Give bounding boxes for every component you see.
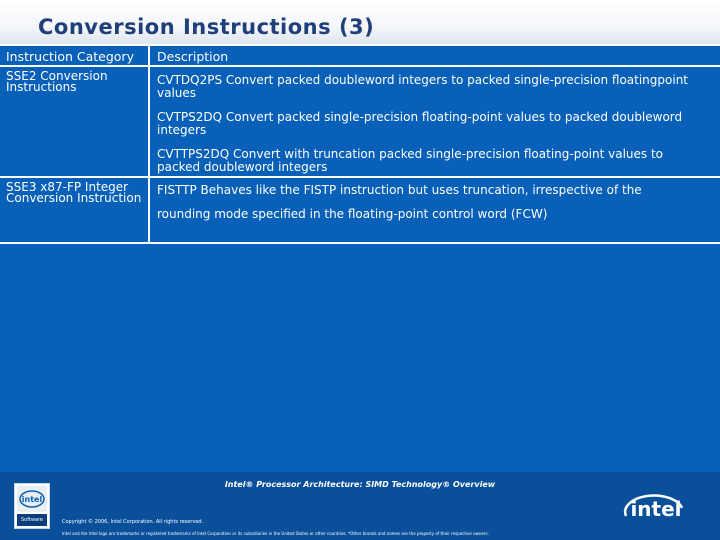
row-sse3-desc-fisttp-line2: rounding mode specified in the floating-point control word (FCW) <box>157 207 548 221</box>
footer-title: Intel® Processor Architecture: SIMD Technology® Overview <box>224 480 496 489</box>
copyright-text: Copyright © 2006, Intel Corporation. All rights reserved. <box>62 519 204 525</box>
slide-title: Conversion Instructions (3) <box>38 15 375 39</box>
badge-logo-area <box>17 486 47 512</box>
intel-software-badge-icon <box>14 483 50 529</box>
row-sse2-desc-cvtdq2ps: CVTDQ2PS Convert packed doubleword integers to packed single-precision floatingpoint values <box>157 73 688 100</box>
row-sse3-desc-fisttp-line1: FISTTP Behaves like the FISTP instruction but uses truncation, irrespective of the <box>157 183 642 197</box>
row-sse2-category: SSE2 Conversion Instructions <box>6 69 108 94</box>
badge-label: Software <box>17 514 47 526</box>
header-description: Description <box>157 49 229 64</box>
row-sse3-category: SSE3 x87-FP Integer Conversion Instruction <box>6 180 142 205</box>
column-divider <box>148 46 150 242</box>
header-instruction-category: Instruction Category <box>6 49 134 64</box>
row-separator <box>0 176 720 178</box>
legal-text: Intel and the Intel logo are trademarks or registered trademarks of Intel Corporation or its subsidiaries in the United States or other countries. *Other brands and names are the property of their respective owners. <box>62 531 489 536</box>
intel-logo-icon <box>620 486 688 532</box>
intel-mini-logo-icon <box>17 486 47 512</box>
row-sse2-desc-cvttps2dq: CVTTPS2DQ Convert with truncation packed single-precision floating-point values to packed doubleword integers <box>157 147 664 174</box>
row-sse2-desc-cvtps2dq: CVTPS2DQ Convert packed single-precision floating-point values to packed doubleword integers <box>157 110 683 137</box>
header-separator <box>0 65 720 67</box>
svg-text:intel: intel <box>630 497 682 521</box>
svg-text:intel: intel <box>21 495 43 504</box>
instruction-table <box>0 44 720 244</box>
